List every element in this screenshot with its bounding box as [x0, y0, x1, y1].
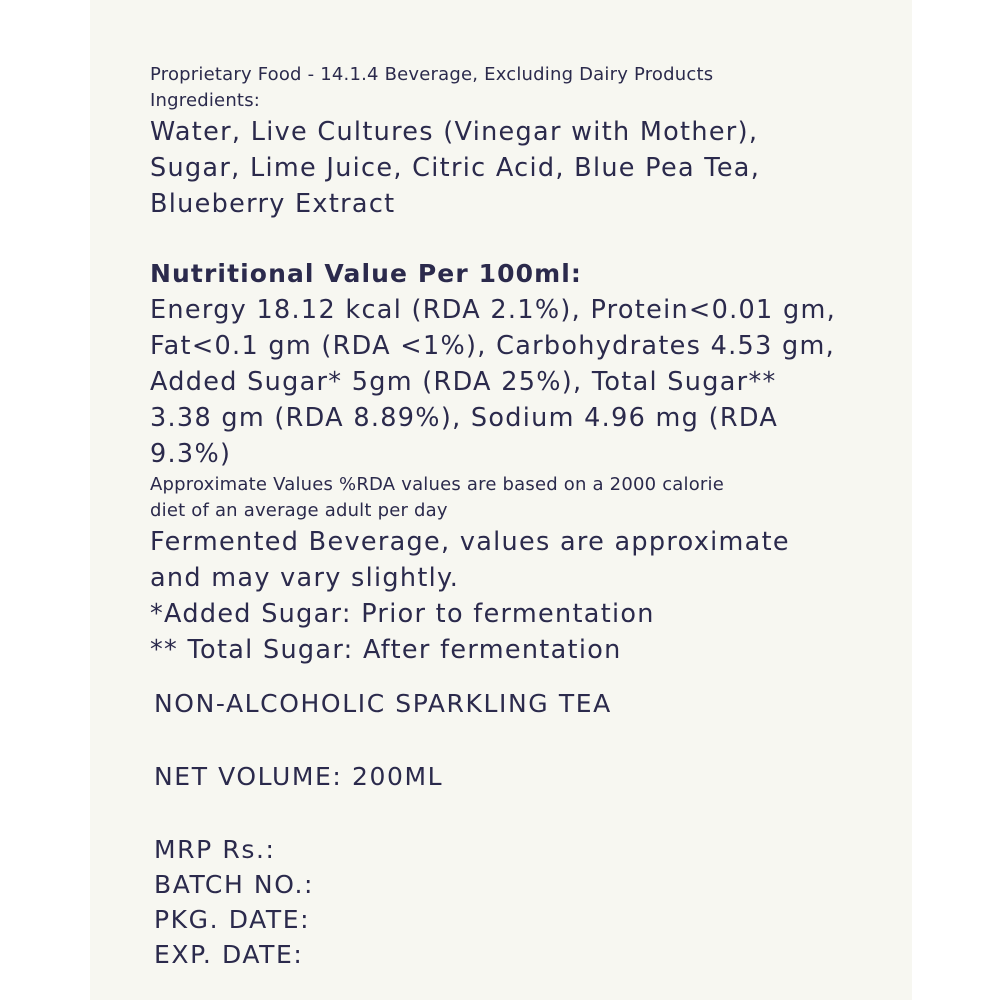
- label-text: [150, 62, 890, 972]
- nutrition-line: Added Sugar* 5gm (RDA 25%), Total Sugar**: [150, 367, 777, 397]
- mrp-label: MRP Rs.:: [154, 835, 276, 864]
- food-category: Proprietary Food - 14.1.4 Beverage, Excluding Dairy Products: [150, 64, 714, 85]
- nutrition-line: 3.38 gm (RDA 8.89%), Sodium 4.96 mg (RDA: [150, 403, 779, 433]
- pkg-date-label: PKG. DATE:: [154, 905, 311, 934]
- nutrition-values: [150, 292, 890, 472]
- nutrition-line: 9.3%): [150, 439, 232, 469]
- rda-note-line: Approximate Values %RDA values are based on a 2000 calorie: [150, 474, 725, 495]
- fermentation-note-line: *Added Sugar: Prior to fermentation: [150, 599, 655, 629]
- ingredients-label: Ingredients:: [150, 90, 261, 111]
- fermentation-notes: [150, 524, 890, 668]
- product-type: NON-ALCOHOLIC SPARKLING TEA: [154, 689, 612, 718]
- ingredients-list: [150, 114, 890, 222]
- rda-note-line: diet of an average adult per day: [150, 500, 448, 521]
- nutrition-line: Energy 18.12 kcal (RDA 2.1%), Protein<0.01 gm,: [150, 295, 837, 325]
- fermentation-note-line: Fermented Beverage, values are approximate: [150, 527, 790, 557]
- ingredients-line: Blueberry Extract: [150, 189, 396, 219]
- ingredients-line: Water, Live Cultures (Vinegar with Mother),: [150, 117, 759, 147]
- net-volume: NET VOLUME: 200ML: [154, 762, 444, 791]
- exp-date-label: EXP. DATE:: [154, 940, 304, 969]
- rda-note: [150, 472, 890, 524]
- fermentation-note-line: and may vary slightly.: [150, 563, 460, 593]
- commercial-details: [150, 832, 890, 972]
- ingredients-line: Sugar, Lime Juice, Citric Acid, Blue Pea Tea,: [150, 153, 761, 183]
- batch-label: BATCH NO.:: [154, 870, 315, 899]
- fermentation-note-line: ** Total Sugar: After fermentation: [150, 635, 622, 665]
- nutrition-line: Fat<0.1 gm (RDA <1%), Carbohydrates 4.53 gm,: [150, 331, 836, 361]
- nutrition-heading: Nutritional Value Per 100ml:: [150, 259, 582, 288]
